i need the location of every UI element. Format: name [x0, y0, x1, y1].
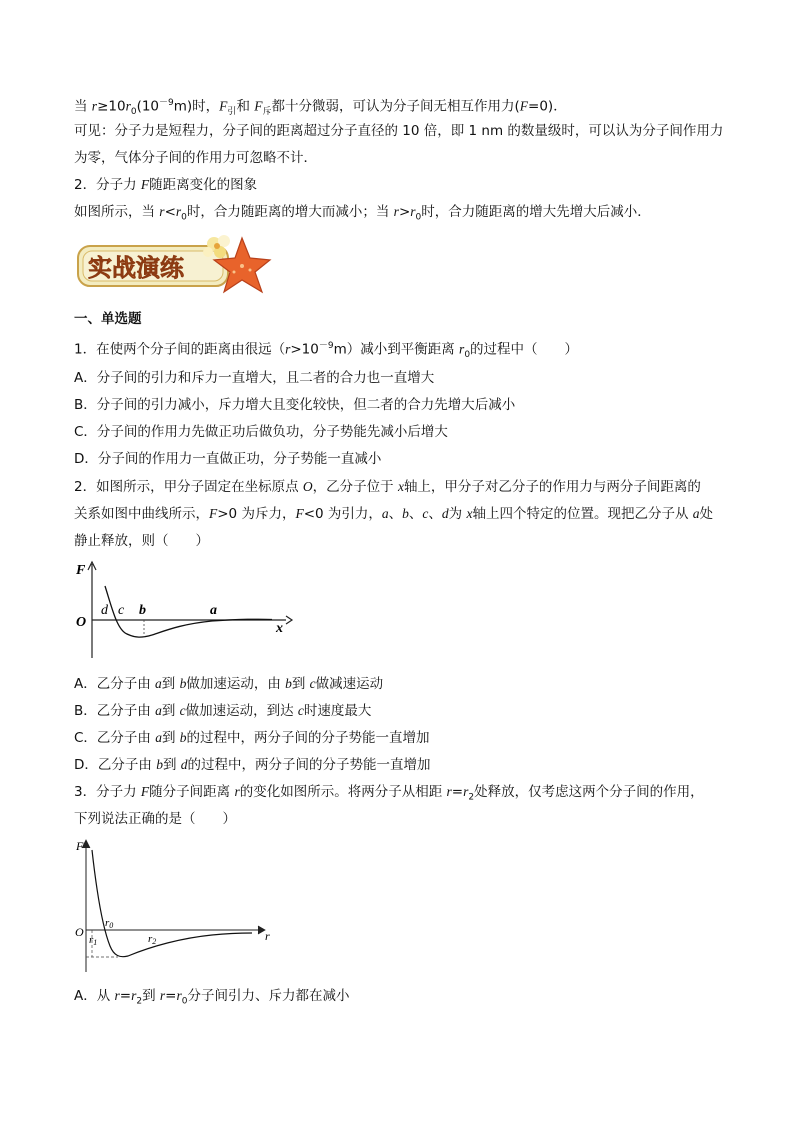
- q2-option-a: A．乙分子由 a到 b做加速运动，由 b到 c做减速运动: [74, 676, 384, 692]
- intro-line-5: 如图所示，当 $r<r_0$时，合力随距离的增大而减小；当 $r>r_0$时，合力随距离的增大先增大后减小．: [74, 204, 651, 223]
- force-curve: [92, 850, 252, 957]
- q3-option-a: A．从 $r=r_2$到 $r=r_0$分子间引力、斥力都在减小: [74, 988, 350, 1007]
- intro-line-2: 可见：分子力是短程力，分子间的距离超过分子直径的 10 倍，即 1 nm 的数量级时，可以认为分子间作用力: [74, 123, 724, 139]
- svg-text:b: b: [139, 603, 146, 618]
- q2-option-c: C．乙分子由 a到 b的过程中，两分子间的分子势能一直增加: [74, 730, 430, 746]
- svg-text:c: c: [118, 603, 125, 618]
- svg-text:d: d: [101, 603, 108, 618]
- q3-stem-line-2: 下列说法正确的是（ ）: [74, 811, 236, 827]
- q1-option-c: C．分子间的作用力先做正功后做负功，分子势能先减小后增大: [74, 424, 448, 440]
- svg-text:r1: r1: [89, 934, 98, 947]
- q2-force-graph: [72, 558, 302, 672]
- q3-stem-line-1: 3．分子力 F随分子间距离 r的变化如图所示。将两分子从相距 $r=r_2$处释放，仅考虑这两个分子间的作用，: [74, 784, 704, 803]
- svg-text:F: F: [76, 563, 86, 578]
- svg-text:x: x: [276, 621, 283, 636]
- q2-stem-line-3: 静止释放，则（ ）: [74, 533, 209, 549]
- q3-force-graph: [72, 836, 282, 980]
- q2-option-b: B．乙分子由 a到 c做加速运动，到达 c时速度最大: [74, 703, 372, 719]
- q2-option-d: D．乙分子由 b到 d的过程中，两分子间的分子势能一直增加: [74, 757, 431, 773]
- q2-stem-line-1: 2．如图所示，甲分子固定在坐标原点 O，乙分子位于 x轴上，甲分子对乙分子的作用力与两分子间距离的: [74, 479, 701, 495]
- svg-text:F: F: [76, 839, 84, 853]
- svg-text:a: a: [210, 603, 217, 618]
- q1-option-b: B．分子间的引力减小，斥力增大且变化较快，但二者的合力先增大后减小: [74, 397, 516, 413]
- section-heading: 一、单选题: [74, 311, 142, 327]
- svg-text:r: r: [265, 929, 270, 943]
- q1-option-a: A．分子间的引力和斥力一直增大，且二者的合力也一直增大: [74, 370, 435, 386]
- banner-text: 实战演练: [88, 254, 184, 282]
- svg-text:r0: r0: [105, 917, 114, 930]
- intro-line-1: 当 $r\ge 10r_0(10^{-9}m)$时，$F_引$和 $F_斥$都十分微弱，可认为分子间无相互作用力(F=0)．: [74, 98, 567, 118]
- q2-stem-line-2: 关系如图中曲线所示，F>0 为斥力，F<0 为引力，a、b、c、d为 x轴上四个特定的位置。现把乙分子从 a处: [74, 506, 713, 522]
- svg-text:O: O: [76, 615, 87, 630]
- q1-option-d: D．分子间的作用力一直做正功，分子势能一直减小: [74, 451, 382, 467]
- q1-stem: 1．在使两个分子间的距离由很远$(r>10^{-9}m)$减小到平衡距离 $r_0$的过程中（ ）: [74, 341, 579, 361]
- svg-text:r2: r2: [148, 933, 157, 946]
- practice-banner: [74, 232, 274, 296]
- force-curve: [105, 586, 272, 637]
- svg-text:O: O: [75, 925, 84, 939]
- intro-line-4: 2．分子力 F随距离变化的图象: [74, 177, 258, 193]
- intro-line-3: 为零，气体分子间的作用力可忽略不计．: [74, 150, 317, 166]
